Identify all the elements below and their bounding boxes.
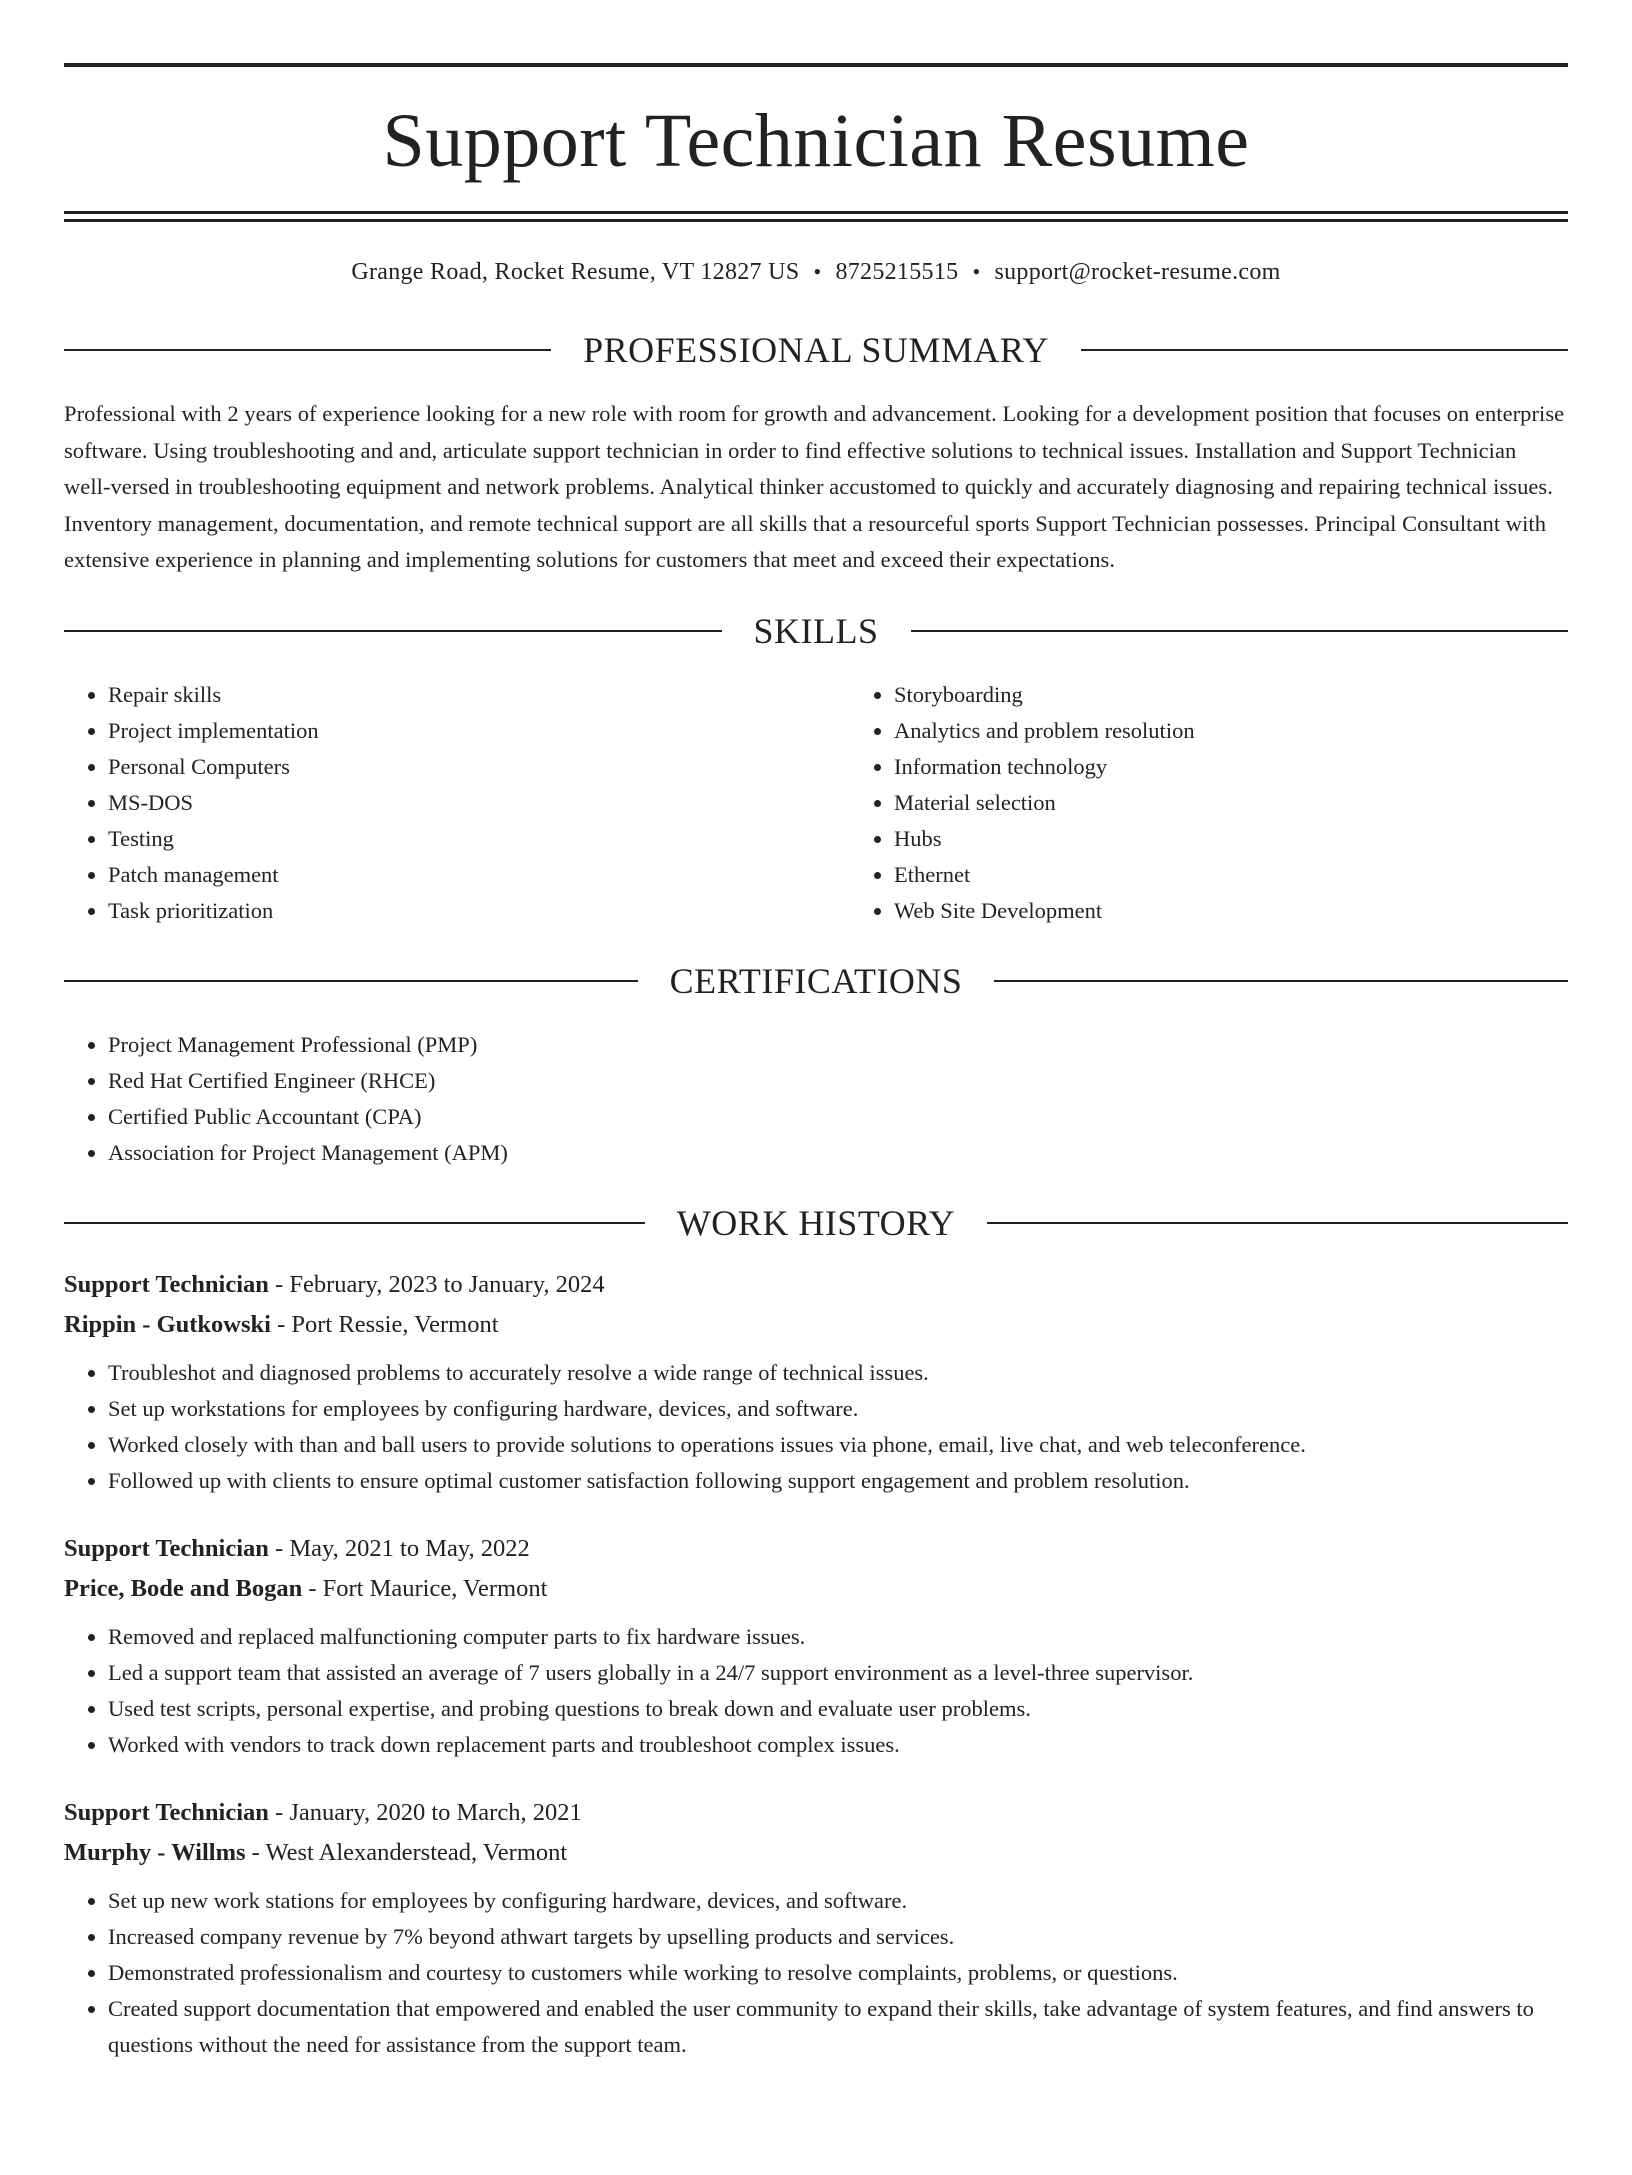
skill-item: • Information technology — [894, 749, 1632, 785]
contact-separator: • — [972, 259, 981, 284]
contact-separator: • — [813, 259, 822, 284]
heading-rule — [911, 630, 1569, 632]
job-bullet: • Created support documentation that empowered and enabled the user community to expand their skills, take advantage of system features, and find answers to questions without the need for assistance from the support team. — [108, 1991, 1568, 2063]
skill-item: • Project implementation — [108, 713, 850, 749]
skill-item: • Storyboarding — [894, 677, 1632, 713]
job-bullet: • Demonstrated professionalism and courtesy to customers while working to resolve complaints, problems, or questions. — [108, 1955, 1568, 1991]
section-title: WORK HISTORY — [676, 1202, 956, 1243]
skill-item: • Hubs — [894, 821, 1632, 857]
job-dates: - May, 2021 to May, 2022 — [268, 1534, 530, 1562]
section-heading-skills — [64, 610, 1568, 651]
heading-rule — [1081, 349, 1568, 351]
skills-list — [64, 677, 1568, 929]
job-bullet: • Set up workstations for employees by configuring hardware, devices, and software. — [108, 1391, 1568, 1427]
heading-rule — [987, 1222, 1568, 1224]
resume-page — [0, 63, 1632, 2175]
job-bullet: • Removed and replaced malfunctioning computer parts to fix hardware issues. — [108, 1619, 1568, 1655]
contact-email: support@rocket-resume.com — [994, 259, 1281, 285]
heading-rule — [64, 349, 551, 351]
job-location: - Port Ressie, Vermont — [270, 1310, 499, 1338]
job-bullet: • Troubleshot and diagnosed problems to accurately resolve a wide range of technical issues. — [108, 1355, 1568, 1391]
skill-item: • Repair skills — [108, 677, 850, 713]
heading-rule — [64, 980, 638, 982]
job-bullet: • Increased company revenue by 7% beyond athwart targets by upselling products and services. — [108, 1919, 1568, 1955]
job-title: Support Technician — [64, 1270, 269, 1298]
certification-item: • Association for Project Management (APM) — [108, 1135, 1568, 1171]
job-bullet: • Used test scripts, personal expertise, and probing questions to break down and evaluate user problems. — [108, 1691, 1568, 1727]
job-bullet: • Followed up with clients to ensure optimal customer satisfaction following support engagement and problem resolution. — [108, 1463, 1568, 1499]
certification-item: • Project Management Professional (PMP) — [108, 1027, 1568, 1063]
job-bullet: • Worked closely with than and ball users to provide solutions to operations issues via phone, email, live chat, and web teleconference. — [108, 1427, 1568, 1463]
job-title-line — [64, 1529, 1568, 1569]
job-title-line — [64, 1793, 1568, 1833]
resume-title: Support Technician Resume — [382, 99, 1250, 183]
skill-item: • Ethernet — [894, 857, 1632, 893]
certification-item: • Red Hat Certified Engineer (RHCE) — [108, 1063, 1568, 1099]
skill-item: • Testing — [108, 821, 850, 857]
job-bullet: • Worked with vendors to track down replacement parts and troubleshoot complex issues. — [108, 1727, 1568, 1763]
skills-column-left — [64, 677, 850, 929]
section-heading-work-history — [64, 1202, 1568, 1243]
job-title-line — [64, 1265, 1568, 1305]
section-heading-certifications — [64, 960, 1568, 1001]
title-double-rule — [64, 211, 1568, 222]
skill-item: • Personal Computers — [108, 749, 850, 785]
skill-item: • Analytics and problem resolution — [894, 713, 1632, 749]
certifications-list — [64, 1027, 1568, 1171]
job-company: Murphy - Willms — [64, 1838, 246, 1866]
job-title: Support Technician — [64, 1534, 269, 1562]
job-company-line — [64, 1569, 1568, 1609]
job-title: Support Technician — [64, 1798, 269, 1826]
job-company-line — [64, 1305, 1568, 1345]
skill-item: • Task prioritization — [108, 893, 850, 929]
job-bullet: • Set up new work stations for employees by configuring hardware, devices, and software. — [108, 1883, 1568, 1919]
top-rule — [64, 63, 1568, 67]
summary-text: Professional with 2 years of experience looking for a new role with room for growth and advancement. Looking for a development position that focuses on enterprise software. Using troubleshooting and and, articulate support technician in order to find effective solutions to technical issues. Installation and Support Technician well-versed in troubleshooting equipment and network problems. Analytical thinker accustomed to quickly and accurately diagnosing and repairing technical issues. Inventory management, documentation, and remote technical support are all skills that a resourceful sports Support Technician possesses. Principal Consultant with extensive experience in planning and implementing solutions for customers that meet and exceed their expectations. — [64, 401, 1565, 572]
skill-item: • Material selection — [894, 785, 1632, 821]
contact-line — [64, 260, 1568, 284]
heading-rule — [64, 630, 722, 632]
section-title: PROFESSIONAL SUMMARY — [583, 330, 1049, 370]
job-company: Rippin - Gutkowski — [64, 1310, 271, 1338]
job-company: Price, Bode and Bogan — [64, 1574, 303, 1602]
certification-item: • Certified Public Accountant (CPA) — [108, 1099, 1568, 1135]
job-bullet: • Led a support team that assisted an average of 7 users globally in a 24/7 support environment as a level-three supervisor. — [108, 1655, 1568, 1691]
job-dates: - February, 2023 to January, 2024 — [268, 1270, 605, 1298]
job-location: - West Alexanderstead, Vermont — [245, 1838, 568, 1866]
job-bullets — [64, 1883, 1568, 2063]
job-entry — [64, 1265, 1568, 1499]
job-entry — [64, 1793, 1568, 2063]
section-title: SKILLS — [753, 610, 879, 651]
section-title: CERTIFICATIONS — [669, 960, 963, 1001]
job-bullets — [64, 1355, 1568, 1499]
skills-column-right — [850, 677, 1632, 929]
job-entry — [64, 1529, 1568, 1763]
section-heading-summary — [64, 332, 1568, 368]
contact-phone: 8725215515 — [835, 259, 959, 285]
heading-rule — [64, 1222, 645, 1224]
job-company-line — [64, 1833, 1568, 1873]
job-dates: - January, 2020 to March, 2021 — [268, 1798, 582, 1826]
contact-address: Grange Road, Rocket Resume, VT 12827 US — [351, 259, 800, 285]
skill-item: • Patch management — [108, 857, 850, 893]
skill-item: • MS-DOS — [108, 785, 850, 821]
skill-item: • Web Site Development — [894, 893, 1632, 929]
heading-rule — [994, 980, 1568, 982]
job-location: - Fort Maurice, Vermont — [302, 1574, 548, 1602]
job-bullets — [64, 1619, 1568, 1763]
